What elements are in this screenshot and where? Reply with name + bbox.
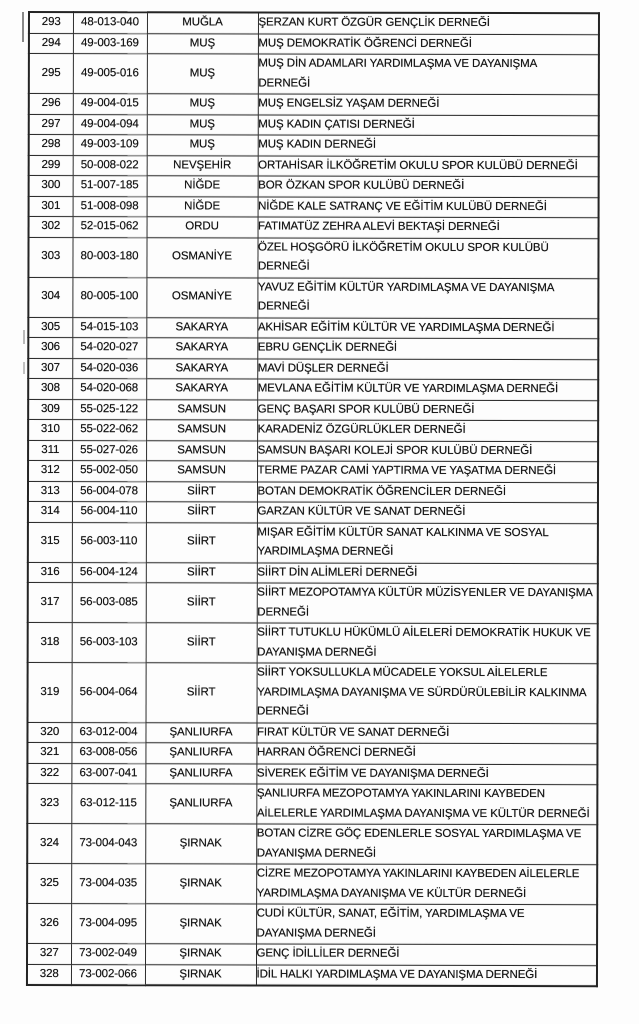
table-row [28, 562, 598, 584]
table-row [29, 135, 599, 157]
scanned-page [26, 11, 600, 987]
association-name-cell: AKHİSAR EĞİTİM KÜLTÜR VE YARDIMLAŞMA DERNEĞİ [257, 317, 598, 338]
row-number-cell: 313 [28, 481, 72, 502]
table-row [27, 784, 597, 825]
table-row [28, 317, 598, 339]
table-row [28, 623, 598, 664]
row-number-cell: 294 [29, 33, 73, 54]
association-name-cell: CUDİ KÜLTÜR, SANAT, EĞİTİM, YARDIMLAŞMA VE DAYANIŞMA DERNEĞİ [256, 904, 597, 945]
association-name-cell: SİVEREK EĞİTİM VE DAYANIŞMA DERNEĞİ [256, 763, 597, 784]
province-cell: SAKARYA [146, 338, 257, 359]
association-name-cell: EBRU GENÇLİK DERNEĞİ [257, 338, 598, 359]
row-number-cell: 296 [29, 94, 73, 115]
table-row [29, 196, 599, 218]
province-cell: MUĞLA [147, 12, 258, 33]
province-cell: OSMANİYE [146, 237, 257, 277]
table-row [28, 481, 598, 503]
row-number-cell: 315 [28, 522, 72, 562]
registry-code-cell: 73-002-049 [71, 944, 145, 965]
table-row [27, 722, 597, 744]
table-row [28, 522, 598, 563]
table-row [29, 33, 599, 55]
table-row [27, 944, 597, 966]
table-row [29, 94, 599, 116]
association-name-cell: MUŞ ENGELSİZ YAŞAM DERNEĞİ [258, 94, 599, 115]
table-row [28, 461, 598, 483]
table-row [27, 743, 597, 765]
scan-artifact-line [22, 12, 24, 42]
association-name-cell: ORTAHİSAR İLKÖĞRETİM OKULU SPOR KULÜBÜ DERNEĞİ [258, 155, 599, 176]
scan-artifact-line [23, 362, 25, 374]
registry-code-cell: 54-015-103 [72, 317, 146, 338]
registry-code-cell: 49-003-169 [73, 33, 147, 54]
association-name-cell: MEVLANA EĞİTİM KÜLTÜR VE YARDIMLAŞMA DERNEĞİ [257, 379, 598, 400]
table-row [29, 176, 599, 198]
registry-code-cell: 49-003-109 [73, 135, 147, 156]
association-name-cell: İDİL HALKI YARDIMLAŞMA VE DAYANIŞMA DERNEĞİ [256, 964, 597, 986]
association-name-cell: SİİRT YOKSULLUKLA MÜCADELE YOKSUL AİLELERLE YARDIMLAŞMA DAYANIŞMA VE SÜRDÜRÜLEBİLİR KALKINMA DERNEĞİ [257, 663, 598, 723]
row-number-cell: 311 [28, 440, 72, 461]
registry-code-cell: 73-004-043 [71, 824, 145, 864]
table-row [29, 217, 599, 239]
table-row [29, 155, 599, 177]
table-row [28, 583, 598, 624]
row-number-cell: 325 [27, 864, 71, 904]
registry-code-cell: 51-008-098 [73, 196, 147, 217]
province-cell: ŞIRNAK [145, 944, 256, 965]
table-row [28, 277, 598, 318]
registry-code-cell: 56-003-103 [72, 623, 146, 663]
province-cell: SİİRT [146, 502, 257, 523]
row-number-cell: 298 [29, 135, 73, 156]
registry-code-cell: 51-007-185 [73, 176, 147, 197]
registry-code-cell: 55-027-026 [72, 440, 146, 461]
province-cell: ŞANLIURFA [145, 743, 256, 764]
registry-code-cell: 56-004-124 [72, 562, 146, 583]
row-number-cell: 305 [28, 317, 72, 338]
table-row [28, 338, 598, 360]
province-cell: NEVŞEHİR [147, 155, 258, 176]
table-row [28, 502, 598, 524]
registry-code-cell: 56-004-064 [72, 663, 146, 723]
registry-code-cell: 56-003-110 [72, 522, 146, 562]
row-number-cell: 297 [29, 114, 73, 135]
table-row [29, 114, 599, 136]
registry-code-cell: 55-022-062 [72, 420, 146, 441]
row-number-cell: 322 [27, 763, 71, 784]
table-row [27, 904, 597, 945]
association-name-cell: MUŞ KADIN DERNEĞİ [258, 135, 599, 156]
province-cell: ŞIRNAK [145, 964, 256, 985]
association-name-cell: SAMSUN BAŞARI KOLEJİ SPOR KULÜBÜ DERNEĞİ [257, 440, 598, 461]
row-number-cell: 321 [27, 743, 71, 764]
registry-code-cell: 63-012-004 [71, 722, 145, 743]
province-cell: ŞIRNAK [145, 824, 256, 864]
table-row [27, 824, 597, 865]
association-name-cell: FATIMATÜZ ZEHRA ALEVİ BEKTAŞİ DERNEĞİ [258, 217, 599, 238]
province-cell: SAKARYA [146, 358, 257, 379]
table-row [27, 763, 597, 785]
table-row [28, 237, 598, 278]
registry-code-cell: 54-020-027 [72, 338, 146, 359]
province-cell: SİİRT [146, 623, 257, 663]
associations-table [26, 11, 600, 987]
row-number-cell: 308 [28, 379, 72, 400]
row-number-cell: 324 [27, 824, 71, 864]
row-number-cell: 293 [29, 12, 73, 33]
registry-code-cell: 63-007-041 [71, 763, 145, 784]
association-name-cell: BOTAN CİZRE GÖÇ EDENLERLE SOSYAL YARDIMLAŞMA VE DAYANIŞMA DERNEĞİ [256, 824, 597, 865]
association-name-cell: MUŞ DİN ADAMLARI YARDIMLAŞMA VE DAYANIŞMA DERNEĞİ [258, 54, 599, 95]
association-name-cell: SİİRT MEZOPOTAMYA KÜLTÜR MÜZİSYENLER VE DAYANIŞMA DERNEĞİ [257, 583, 598, 624]
registry-code-cell: 80-005-100 [72, 277, 146, 317]
registry-code-cell: 56-003-085 [72, 583, 146, 623]
province-cell: SAKARYA [146, 317, 257, 338]
association-name-cell: YAVUZ EĞİTİM KÜLTÜR YARDIMLAŞMA VE DAYANIŞMA DERNEĞİ [257, 277, 598, 318]
registry-code-cell: 52-015-062 [73, 217, 147, 238]
row-number-cell: 307 [28, 358, 72, 379]
registry-code-cell: 73-004-035 [71, 864, 145, 904]
province-cell: NİĞDE [147, 176, 258, 197]
association-name-cell: ÖZEL HOŞGÖRÜ İLKÖĞRETİM OKULU SPOR KULÜBÜ DERNEĞİ [257, 237, 598, 278]
province-cell: SİİRT [146, 522, 257, 562]
row-number-cell: 299 [29, 155, 73, 176]
registry-code-cell: 55-025-122 [72, 399, 146, 420]
association-name-cell: GENÇ İDİLLİLER DERNEĞİ [256, 944, 597, 965]
province-cell: ŞIRNAK [145, 904, 256, 944]
association-name-cell: KARADENİZ ÖZGÜRLÜKLER DERNEĞİ [257, 420, 598, 441]
registry-code-cell: 54-020-036 [72, 358, 146, 379]
association-name-cell: MUŞ DEMOKRATİK ÖĞRENCİ DERNEĞİ [258, 33, 599, 54]
registry-code-cell: 50-008-022 [73, 155, 147, 176]
province-cell: OSMANİYE [146, 277, 257, 317]
table-row [28, 440, 598, 462]
province-cell: SİİRT [146, 663, 257, 723]
row-number-cell: 328 [27, 964, 71, 985]
association-name-cell: GENÇ BAŞARI SPOR KULÜBÜ DERNEĞİ [257, 399, 598, 420]
association-name-cell: SİİRT DİN ALİMLERİ DERNEĞİ [257, 562, 598, 583]
registry-code-cell: 49-004-015 [73, 94, 147, 115]
province-cell: SAMSUN [146, 461, 257, 482]
province-cell: SAKARYA [146, 379, 257, 400]
row-number-cell: 327 [27, 944, 71, 965]
association-name-cell: MUŞ KADIN ÇATISI DERNEĞİ [258, 114, 599, 135]
association-name-cell: NİĞDE KALE SATRANÇ VE EĞİTİM KULÜBÜ DERNEĞİ [258, 196, 599, 217]
province-cell: ŞANLIURFA [145, 763, 256, 784]
table-row [28, 379, 598, 401]
province-cell: ŞANLIURFA [145, 722, 256, 743]
association-name-cell: BOTAN DEMOKRATİK ÖĞRENCİLER DERNEĞİ [257, 481, 598, 502]
association-name-cell: TERME PAZAR CAMİ YAPTIRMA VE YAŞATMA DERNEĞİ [257, 461, 598, 482]
association-name-cell: ŞANLIURFA MEZOPOTAMYA YAKINLARINI KAYBEDEN AİLELERLE YARDIMLAŞMA DAYANIŞMA VE KÜLTÜR DERNEĞİ [256, 784, 597, 825]
province-cell: MUŞ [147, 114, 258, 135]
table-row [28, 420, 598, 442]
associations-table-body [27, 12, 599, 986]
row-number-cell: 306 [28, 338, 72, 359]
registry-code-cell: 73-002-066 [71, 964, 145, 985]
row-number-cell: 317 [28, 583, 72, 623]
registry-code-cell: 56-004-078 [72, 481, 146, 502]
registry-code-cell: 80-003-180 [72, 237, 146, 277]
registry-code-cell: 49-004-094 [73, 114, 147, 135]
scan-artifact-line [23, 330, 25, 344]
registry-code-cell: 56-004-110 [72, 502, 146, 523]
registry-code-cell: 55-002-050 [72, 461, 146, 482]
association-name-cell: FIRAT KÜLTÜR VE SANAT DERNEĞİ [256, 722, 597, 743]
province-cell: SAMSUN [146, 420, 257, 441]
table-row [28, 358, 598, 380]
row-number-cell: 316 [28, 562, 72, 583]
province-cell: SİİRT [146, 562, 257, 583]
table-row [29, 12, 599, 34]
row-number-cell: 312 [28, 461, 72, 482]
association-name-cell: MAVİ DÜŞLER DERNEĞİ [257, 358, 598, 379]
registry-code-cell: 73-004-095 [71, 904, 145, 944]
registry-code-cell: 49-005-016 [73, 54, 147, 94]
association-name-cell: BOR ÖZKAN SPOR KULÜBÜ DERNEĞİ [258, 176, 599, 197]
association-name-cell: MIŞAR EĞİTİM KÜLTÜR SANAT KALKINMA VE SOSYAL YARDIMLAŞMA DERNEĞİ [257, 522, 598, 563]
row-number-cell: 302 [29, 217, 73, 238]
row-number-cell: 301 [29, 196, 73, 217]
province-cell: MUŞ [147, 135, 258, 156]
association-name-cell: GARZAN KÜLTÜR VE SANAT DERNEĞİ [257, 502, 598, 523]
row-number-cell: 295 [29, 54, 73, 94]
association-name-cell: SİİRT TUTUKLU HÜKÜMLÜ AİLELERİ DEMOKRATİK HUKUK VE DAYANIŞMA DERNEĞİ [257, 623, 598, 664]
province-cell: SAMSUN [146, 399, 257, 420]
province-cell: ŞANLIURFA [145, 784, 256, 824]
province-cell: SAMSUN [146, 440, 257, 461]
province-cell: MUŞ [147, 33, 258, 54]
table-row [27, 964, 597, 986]
table-row [27, 864, 597, 905]
row-number-cell: 304 [28, 277, 72, 317]
registry-code-cell: 63-012-115 [71, 784, 145, 824]
province-cell: ŞIRNAK [145, 864, 256, 904]
table-row [29, 54, 599, 95]
row-number-cell: 326 [27, 904, 71, 944]
registry-code-cell: 63-008-056 [71, 743, 145, 764]
row-number-cell: 300 [29, 176, 73, 197]
province-cell: SİİRT [146, 481, 257, 502]
row-number-cell: 314 [28, 502, 72, 523]
table-row [28, 399, 598, 421]
association-name-cell: ŞERZAN KURT ÖZGÜR GENÇLİK DERNEĞİ [258, 12, 599, 34]
association-name-cell: CİZRE MEZOPOTAMYA YAKINLARINI KAYBEDEN AİLELERLE YARDIMLAŞMA DAYANIŞMA VE KÜLTÜR DERNEĞİ [256, 864, 597, 905]
province-cell: ORDU [147, 217, 258, 238]
row-number-cell: 323 [27, 784, 71, 824]
row-number-cell: 310 [28, 420, 72, 441]
province-cell: MUŞ [147, 54, 258, 94]
association-name-cell: HARRAN ÖĞRENCİ DERNEĞİ [256, 743, 597, 764]
registry-code-cell: 48-013-040 [73, 12, 147, 33]
registry-code-cell: 54-020-068 [72, 379, 146, 400]
row-number-cell: 309 [28, 399, 72, 420]
table-row [28, 663, 598, 724]
row-number-cell: 320 [27, 722, 71, 743]
row-number-cell: 319 [28, 663, 72, 723]
province-cell: NİĞDE [147, 196, 258, 217]
province-cell: SİİRT [146, 583, 257, 623]
row-number-cell: 318 [28, 623, 72, 663]
province-cell: MUŞ [147, 94, 258, 115]
row-number-cell: 303 [28, 237, 72, 277]
